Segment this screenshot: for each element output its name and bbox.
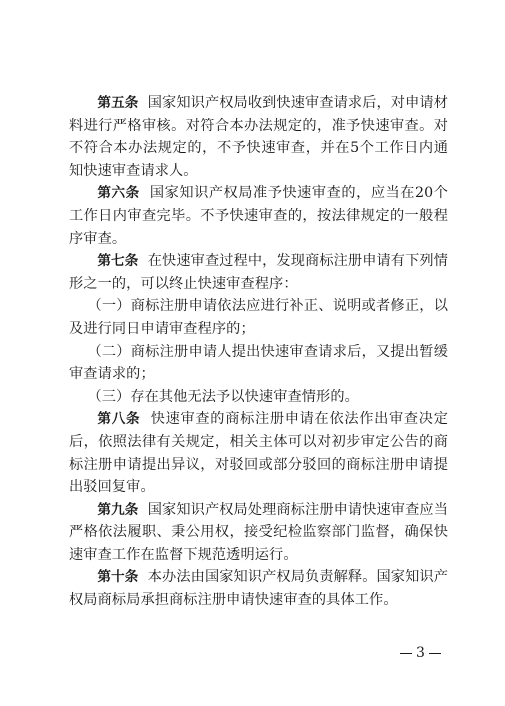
footer-dash-right xyxy=(429,653,441,654)
footer-dash-left xyxy=(400,653,412,654)
article-10 xyxy=(69,566,448,611)
article-title: 第六条 xyxy=(97,185,140,202)
article-text: 国家知识产权局收到快速审查请求后，对申请材料进行严格审核。对符合本办法规定的，准予快速审查。对不符合本办法规定的，不予快速审查，并在5个工作日内通知快速审查请求人。 xyxy=(69,95,448,179)
article-7 xyxy=(69,250,448,295)
article-text: 在快速审查过程中，发现商标注册申请有下列情形之一的，可以终止快速审查程序： xyxy=(69,253,448,292)
article-6 xyxy=(69,182,448,250)
article-text: 本办法由国家知识产权局负责解释。国家知识产权局商标局承担商标注册申请快速审查的具体工作。 xyxy=(69,569,448,609)
article-text: 国家知识产权局准予快速审查的，应当在20个工作日内审查完毕。不予快速审查的，按法律规定的一般程序审查。 xyxy=(69,185,448,247)
article-title: 第七条 xyxy=(97,253,139,270)
document-body xyxy=(69,92,448,612)
article-title: 第八条 xyxy=(97,411,141,428)
article-9 xyxy=(69,499,448,567)
page-number: 3 xyxy=(416,645,425,661)
list-item: （一）商标注册申请依法应进行补正、说明或者修正，以及进行同日申请审查程序的； xyxy=(69,298,448,337)
list-item: （二）商标注册申请人提出快速审查请求后，又提出暂缓审查请求的； xyxy=(69,343,448,383)
article-text: 快速审查的商标注册申请在依法作出审查决定后，依照法律有关规定，相关主体可以对初步审定公告的商标注册申请提出异议，对驳回或部分驳回的商标注册申请提出驳回复审。 xyxy=(69,411,448,496)
article-5 xyxy=(69,92,448,182)
article-title: 第九条 xyxy=(97,501,139,518)
article-text: 国家知识产权局处理商标注册申请快速审查应当严格依法履职、秉公用权，接受纪检监察部门监督，确保快速审查工作在监督下规范透明运行。 xyxy=(69,501,448,563)
article-8 xyxy=(69,408,448,498)
article-title: 第十条 xyxy=(97,569,139,586)
article-title: 第五条 xyxy=(97,95,139,111)
page-footer xyxy=(396,645,445,661)
list-item: （三）存在其他无法予以快速审查情形的。 xyxy=(87,388,359,405)
